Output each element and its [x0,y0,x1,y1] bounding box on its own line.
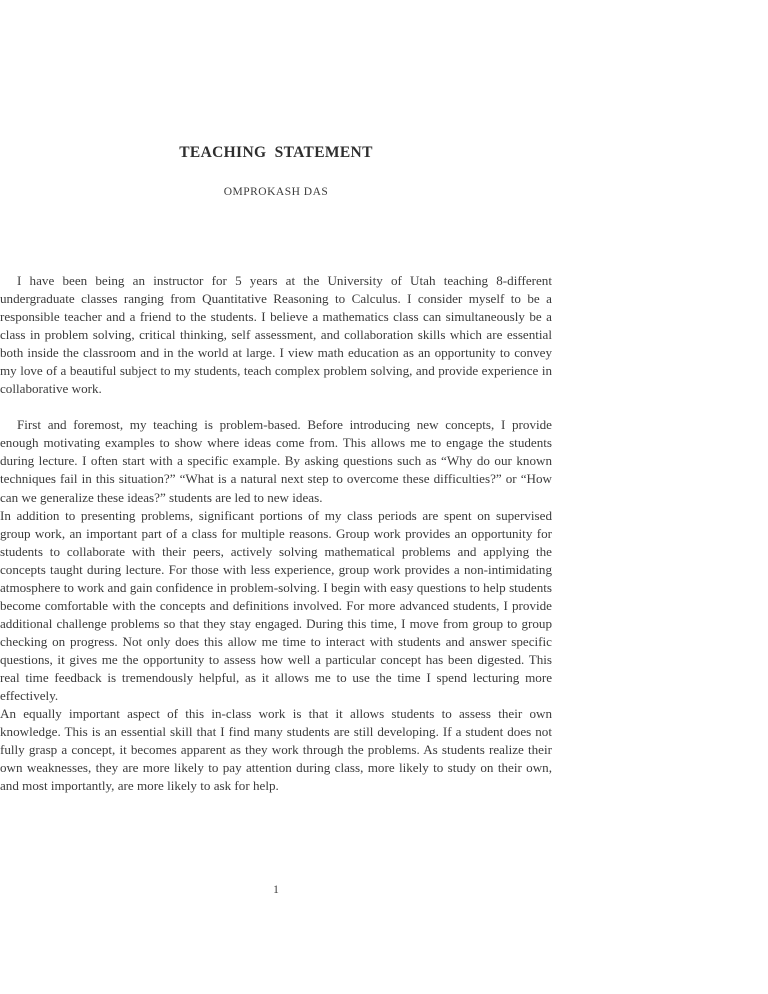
page-number: 1 [273,884,279,896]
paragraph-problem-based: First and foremost, my teaching is problem-based. Before introducing new concepts, I provide enough motivating examples to show where ideas come from. This allows me to engage the students during lecture. I often start with a specific example. By asking questions such as “Why do our known techniques fail in this situation?” “What is a natural next step to overcome these difficulties?” or “How can we generalize these ideas?” students are led to new ideas. [0,417,552,505]
author-name: OMPROKASH DAS [223,186,329,198]
document-body [0,272,552,795]
paragraph-self-assessment: An equally important aspect of this in-class work is that it allows students to assess their own knowledge. This is an essential skill that I find many students are still developing. If a student does not fully grasp a concept, it becomes apparent as they work through the problems. As students realize their own weaknesses, they are more likely to pay attention during class, more likely to study on their own, and most importantly, are more likely to ask for help. [0,706,552,794]
paragraph-group-work: In addition to presenting problems, significant portions of my class periods are spent on supervised group work, an important part of a class for multiple reasons. Group work provides an opportunity for students to collaborate with their peers, actively solving mathematical problems and applying the concepts taught during lecture. For those with less experience, group work provides a non-intimidating atmosphere to work and gain confidence in problem-solving. I begin with easy questions to help students become comfortable with the concepts and definitions involved. For more advanced students, I provide additional challenge problems so that they stay engaged. During this time, I move from group to group checking on progress. Not only does this allow me time to interact with students and answer specific questions, it gives me the opportunity to assess how well a particular concept has been digested. This real time feedback is tremendously helpful, as it allows me to use the time I spend lecturing more effectively. [0,507,552,704]
paragraph-intro: I have been being an instructor for 5 years at the University of Utah teaching 8-different undergraduate classes ranging from Quantitative Reasoning to Calculus. I consider myself to be a responsible teacher and a friend to the students. I believe a mathematics class can simultaneously be a class in problem solving, critical thinking, self assessment, and collaboration skills which are essential both inside the classroom and in the world at large. I view math education as an opportunity to convey my love of a beautiful subject to my students, teach complex problem solving, and provide experience in collaborative work. [0,273,552,397]
page-title: TEACHING STATEMENT [179,144,373,161]
